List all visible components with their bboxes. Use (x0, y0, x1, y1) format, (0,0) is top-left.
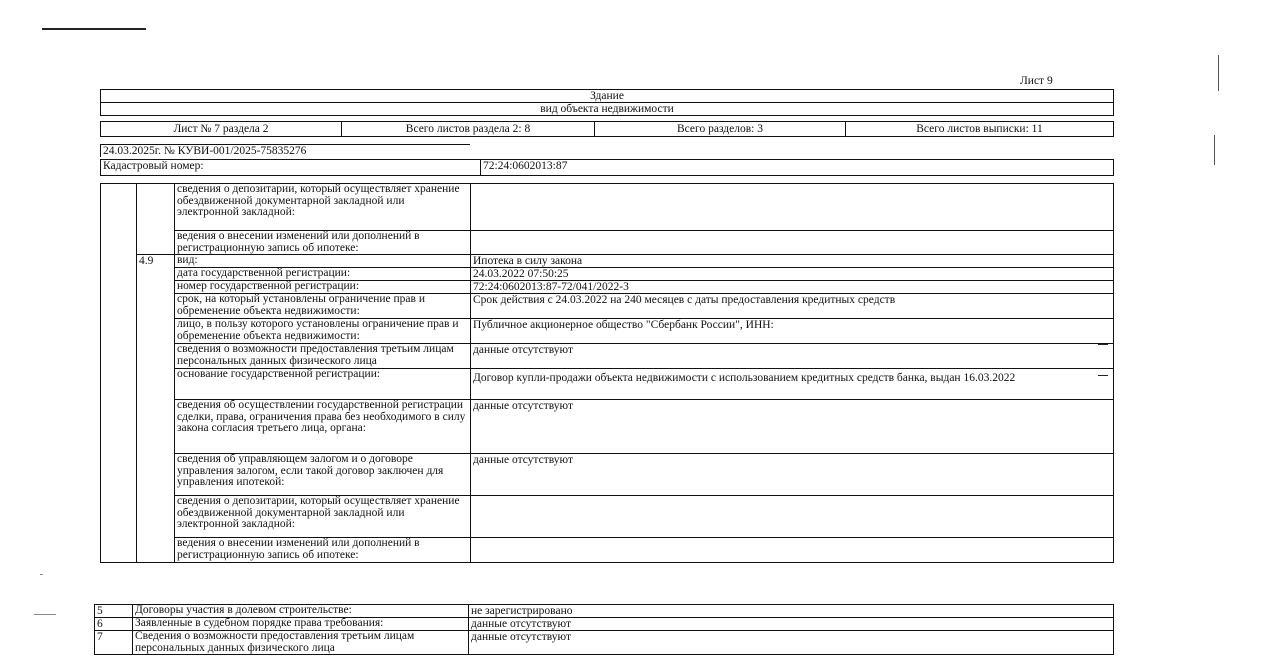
table-row (101, 344, 1114, 369)
table-row (101, 184, 1114, 231)
scan-artifact-mark (1218, 55, 1219, 91)
row-value: 72:24:0602013:87-72/041/2022-3 (471, 281, 1114, 294)
row-label: сведения об осуществлении государственной регистрации сделки, права, ограничения права без необходимого в силу закона согласия третьего лица, органа: (175, 400, 471, 454)
row-label: дата государственной регистрации: (175, 268, 471, 281)
row-number: 7 (95, 631, 133, 655)
row-value: данные отсутствуют (469, 618, 1114, 631)
row-label: сведения о депозитарии, который осуществляет хранение обездвиженной документарной закладной или электронной закладной: (175, 184, 471, 231)
table-row (101, 281, 1114, 294)
row-label: сведения о возможности предоставления третьим лицам персональных данных физического лица (175, 344, 471, 369)
document-number: 24.03.2025г. № КУВИ-001/2025-75835276 (101, 145, 471, 158)
row-value: Публичное акционерное общество "Сбербанк России", ИНН: (471, 319, 1114, 344)
row-value: данные отсутствуют (471, 454, 1114, 496)
table-row (101, 268, 1114, 281)
row-label: сведения о депозитарии, который осуществляет хранение обездвиженной документарной закладной или электронной закладной: (175, 496, 471, 538)
row-label: срок, на который установлены ограничение прав и обременение объекта недвижимости: (175, 294, 471, 319)
row-value (471, 538, 1114, 563)
row-value (471, 496, 1114, 538)
table-row (101, 454, 1114, 496)
table-row (101, 255, 1114, 268)
row-label: основание государственной регистрации: (175, 369, 471, 400)
row-value: 24.03.2022 07:50:25 (471, 268, 1114, 281)
row-number: 5 (95, 605, 133, 618)
row-label: ведения о внесении изменений или дополнений в регистрационную запись об ипотеке: (175, 231, 471, 255)
total-sections: Всего разделов: 3 (595, 122, 846, 137)
scan-artifact-line (42, 28, 146, 30)
row-value: данные отсутствуют (471, 400, 1114, 454)
empty-cell (101, 255, 137, 563)
sections-table (94, 604, 1114, 655)
table-row (95, 631, 1114, 655)
scan-artifact-mark (1214, 135, 1215, 165)
row-value: Срок действия с 24.03.2022 на 240 месяцев с даты предоставления кредитных средств (471, 294, 1114, 319)
table-row (101, 319, 1114, 344)
row-label: вид: (175, 255, 471, 268)
table-row (101, 538, 1114, 563)
row-label: Договоры участия в долевом строительстве: (133, 605, 469, 618)
table-row (101, 400, 1114, 454)
encumbrance-table (100, 183, 1114, 563)
document-number-row (100, 144, 470, 157)
row-label: номер государственной регистрации: (175, 281, 471, 294)
sheet-label: Лист 9 (1020, 75, 1053, 87)
empty-cell (101, 184, 137, 255)
row-label: ведения о внесении изменений или дополнений в регистрационную запись об ипотеке: (175, 538, 471, 563)
row-label: сведения об управляющем залогом и о договоре управления залогом, если такой договор заключен для управления ипотекой: (175, 454, 471, 496)
table-row (101, 369, 1114, 400)
scan-artifact-speck (40, 574, 43, 575)
object-type-header (100, 89, 1114, 116)
row-value: данные отсутствуют (471, 344, 1114, 369)
table-row (95, 618, 1114, 631)
row-number: 6 (95, 618, 133, 631)
empty-cell (137, 184, 175, 255)
cadastral-value: 72:24:0602013:87 (481, 160, 1114, 176)
sheet-info-row (100, 121, 1114, 137)
row-value (471, 231, 1114, 255)
row-value (471, 184, 1114, 231)
row-label: Сведения о возможности предоставления третьим лицам персональных данных физического лица (133, 631, 469, 655)
section-sheet: Лист № 7 раздела 2 (101, 122, 342, 137)
table-row (95, 605, 1114, 618)
cadastral-row (100, 159, 1114, 176)
row-value: не зарегистрировано (469, 605, 1114, 618)
object-kind-caption: вид объекта недвижимости (101, 103, 1114, 116)
cadastral-label: Кадастровый номер: (101, 160, 481, 176)
row-label: Заявленные в судебном порядке права требования: (133, 618, 469, 631)
table-row (101, 231, 1114, 255)
row-value: данные отсутствуют (469, 631, 1114, 655)
row-value: Договор купли-продажи объекта недвижимости с использованием кредитных средств банка, выдан 16.03.2022 (471, 369, 1114, 400)
total-section-sheets: Всего листов раздела 2: 8 (342, 122, 595, 137)
section-number: 4.9 (137, 255, 175, 563)
total-extract-sheets: Всего листов выписки: 11 (846, 122, 1114, 137)
object-type: Здание (101, 90, 1114, 103)
table-row (101, 496, 1114, 538)
row-label: лицо, в пользу которого установлены ограничение прав и обременение объекта недвижимости: (175, 319, 471, 344)
row-value: Ипотека в силу закона (471, 255, 1114, 268)
scan-artifact-speck (34, 614, 56, 615)
table-row (101, 294, 1114, 319)
